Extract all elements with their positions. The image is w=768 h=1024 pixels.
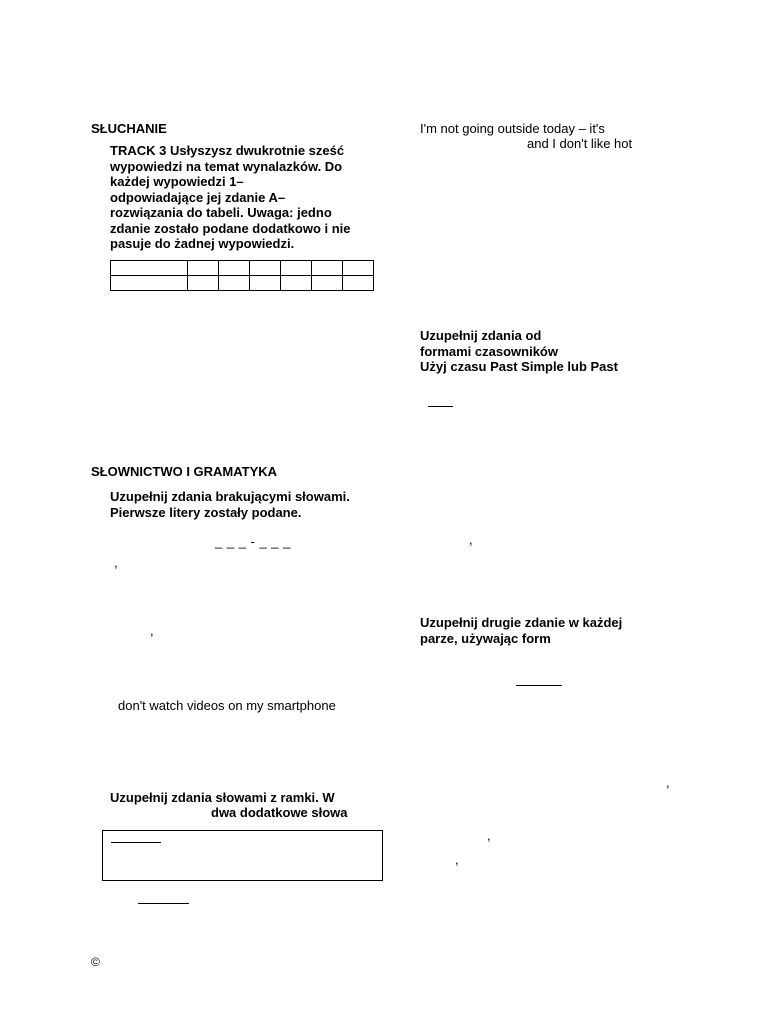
right-line-1: I'm not going outside today – it's xyxy=(420,121,605,136)
table-cell[interactable] xyxy=(312,276,343,291)
instruction-line: zdanie zostało podane dodatkowo i nie xyxy=(110,220,351,236)
table-cell[interactable] xyxy=(250,261,281,276)
instruction-line: odpowiadające jej zdanie A– xyxy=(110,189,286,205)
second-sentence-instructions xyxy=(420,615,622,646)
instruction-line: wypowiedzi na temat wynalazków. Do xyxy=(110,158,343,174)
answer-table xyxy=(110,260,374,291)
instruction-line: każdej wypowiedzi 1– xyxy=(110,174,244,189)
comma-mark: , xyxy=(114,555,118,570)
dash-blanks: _ _ _ - _ _ _ xyxy=(215,534,291,549)
table-cell[interactable] xyxy=(111,276,188,291)
listening-heading: SŁUCHANIE xyxy=(91,121,167,136)
example-sentence: don't watch videos on my smartphone xyxy=(118,698,336,713)
comma-mark: , xyxy=(666,775,670,790)
comma-mark: , xyxy=(150,623,154,638)
answer-line xyxy=(516,685,562,686)
comma-mark: , xyxy=(455,852,459,867)
instruction-line: formami czasowników xyxy=(420,343,558,359)
table-row xyxy=(111,276,374,291)
table-cell[interactable] xyxy=(281,276,312,291)
instruction-line: pasuje do żadnej wypowiedzi. xyxy=(110,236,295,251)
table-cell[interactable] xyxy=(188,276,219,291)
instruction-line: parze, używając form xyxy=(420,630,551,646)
right-line-2: and I don't like hot xyxy=(527,136,633,151)
table-cell[interactable] xyxy=(219,276,250,291)
comma-mark: , xyxy=(487,828,491,843)
table-cell[interactable] xyxy=(111,261,188,276)
instruction-line: Pierwsze litery zostały podane. xyxy=(110,504,302,520)
listening-instructions xyxy=(110,143,351,252)
vocab-ex2-line2: dwa dodatkowe słowa xyxy=(211,805,348,820)
past-instructions xyxy=(420,328,618,375)
instruction-line: Uzupełnij zdania brakującymi słowami. xyxy=(110,489,350,504)
vocab-ex1-instructions xyxy=(110,489,350,520)
copyright-symbol: © xyxy=(91,955,100,969)
table-cell[interactable] xyxy=(219,261,250,276)
instruction-line: TRACK 3 Usłyszysz dwukrotnie sześć xyxy=(110,143,345,158)
answer-line xyxy=(111,842,161,843)
table-cell[interactable] xyxy=(312,261,343,276)
table-row xyxy=(111,261,374,276)
table-cell[interactable] xyxy=(343,276,374,291)
table-cell[interactable] xyxy=(281,261,312,276)
table-cell[interactable] xyxy=(343,261,374,276)
vocab-ex2-line1: Uzupełnij zdania słowami z ramki. W xyxy=(110,790,335,805)
table-cell[interactable] xyxy=(188,261,219,276)
instruction-line: rozwiązania do tabeli. Uwaga: jedno xyxy=(110,205,332,220)
answer-line xyxy=(138,903,189,904)
word-box xyxy=(102,830,383,881)
vocab-heading: SŁOWNICTWO I GRAMATYKA xyxy=(91,464,278,479)
table-cell[interactable] xyxy=(250,276,281,291)
instruction-line: Użyj czasu Past Simple lub Past xyxy=(420,359,618,374)
instruction-line: Uzupełnij zdania od xyxy=(420,328,542,343)
answer-line xyxy=(428,406,453,407)
comma-mark: , xyxy=(469,532,473,547)
instruction-line: Uzupełnij drugie zdanie w każdej xyxy=(420,615,623,630)
